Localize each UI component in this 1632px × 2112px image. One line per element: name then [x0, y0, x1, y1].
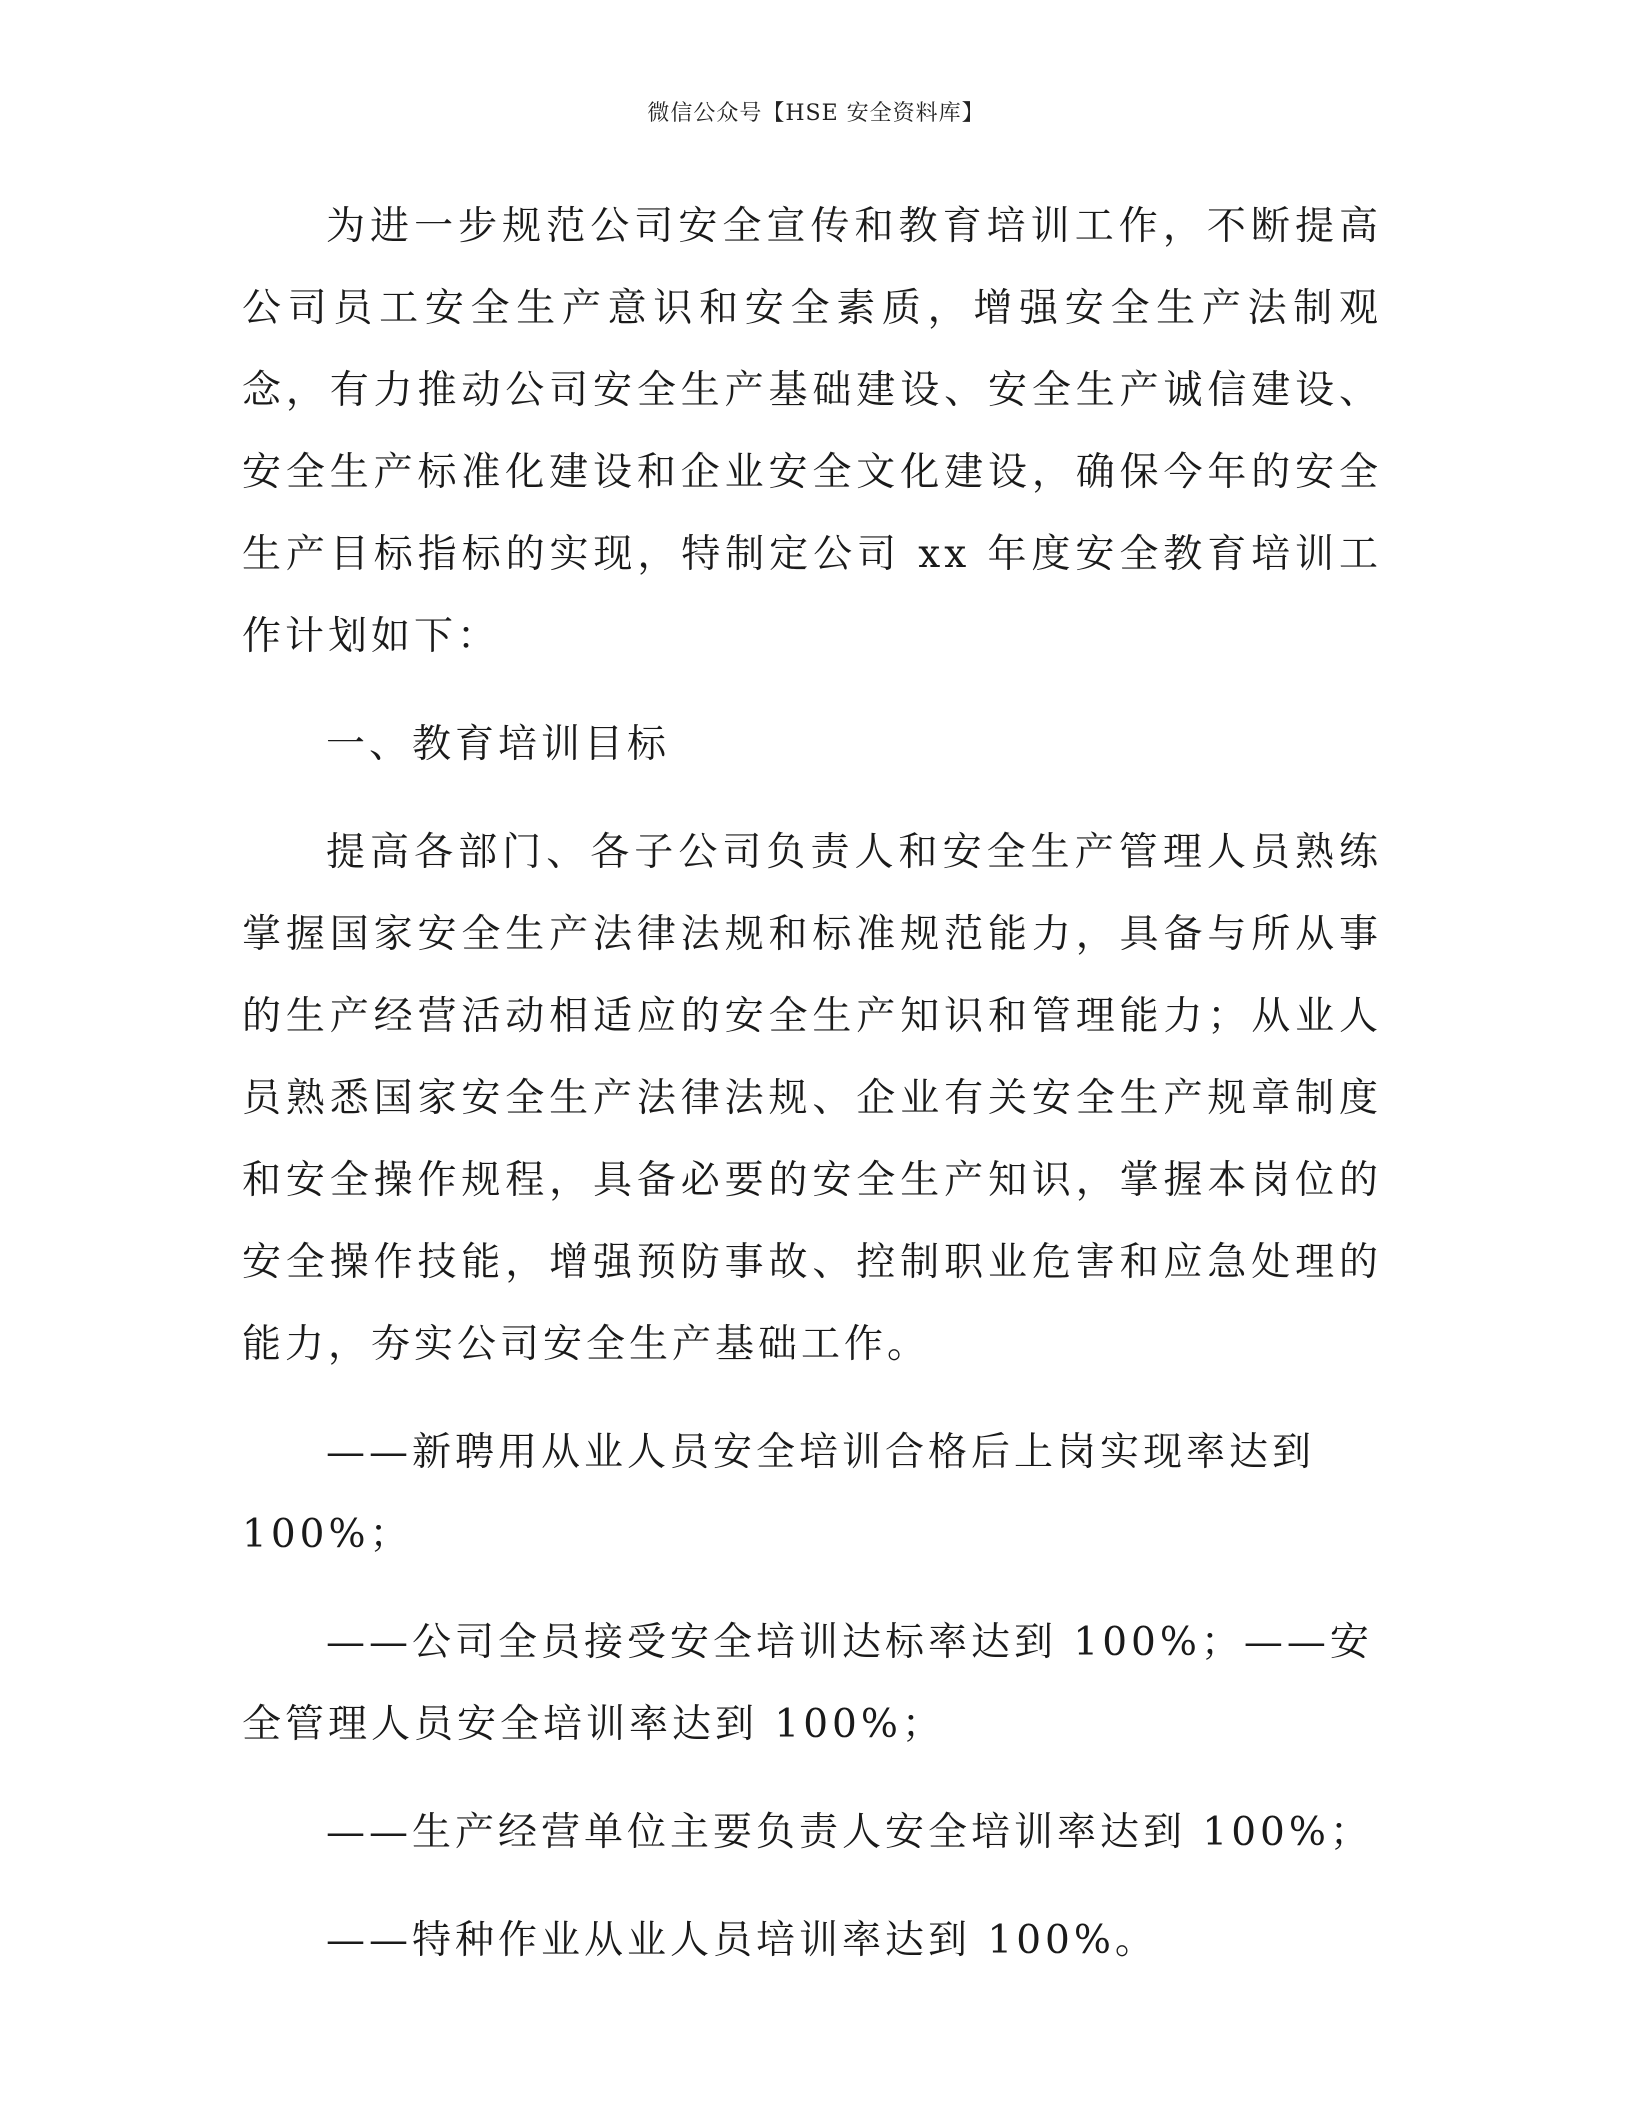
target-item-1: ——新聘用从业人员安全培训合格后上岗实现率达到 100%； — [242, 1430, 1316, 1557]
document-body — [242, 186, 1382, 2008]
page-header: 微信公众号【HSE 安全资料库】 — [647, 101, 985, 126]
section-heading: 一、教育培训目标 — [326, 722, 671, 767]
goal-paragraph: 提高各部门、各子公司负责人和安全生产管理人员熟练掌握国家安全生产法律法规和标准规范能力，具备与所从事的生产经营活动相适应的安全生产知识和管理能力；从业人员熟悉国家安全生产法律法规、企业有关安全生产规章制度和安全操作规程，具备必要的安全生产知识，掌握本岗位的安全操作技能，增强预防事故、控制职业危害和应急处理的能力，夯实公司安全生产基础工作。 — [242, 830, 1382, 1367]
intro-paragraph: 为进一步规范公司安全宣传和教育培训工作，不断提高公司员工安全生产意识和安全素质，增强安全生产法制观念，有力推动公司安全生产基础建设、安全生产诚信建设、安全生产标准化建设和企业安全文化建设，确保今年的安全生产目标指标的实现，特制定公司 xx 年度安全教育培训工作计划如下： — [242, 204, 1382, 659]
target-item-2: ——公司全员接受安全培训达标率达到 100%；——安全管理人员安全培训率达到 100%； — [242, 1620, 1373, 1747]
target-item-3: ——生产经营单位主要负责人安全培训率达到 100%； — [326, 1810, 1373, 1855]
target-item-4: ——特种作业从业人员培训率达到 100%。 — [326, 1918, 1158, 1963]
